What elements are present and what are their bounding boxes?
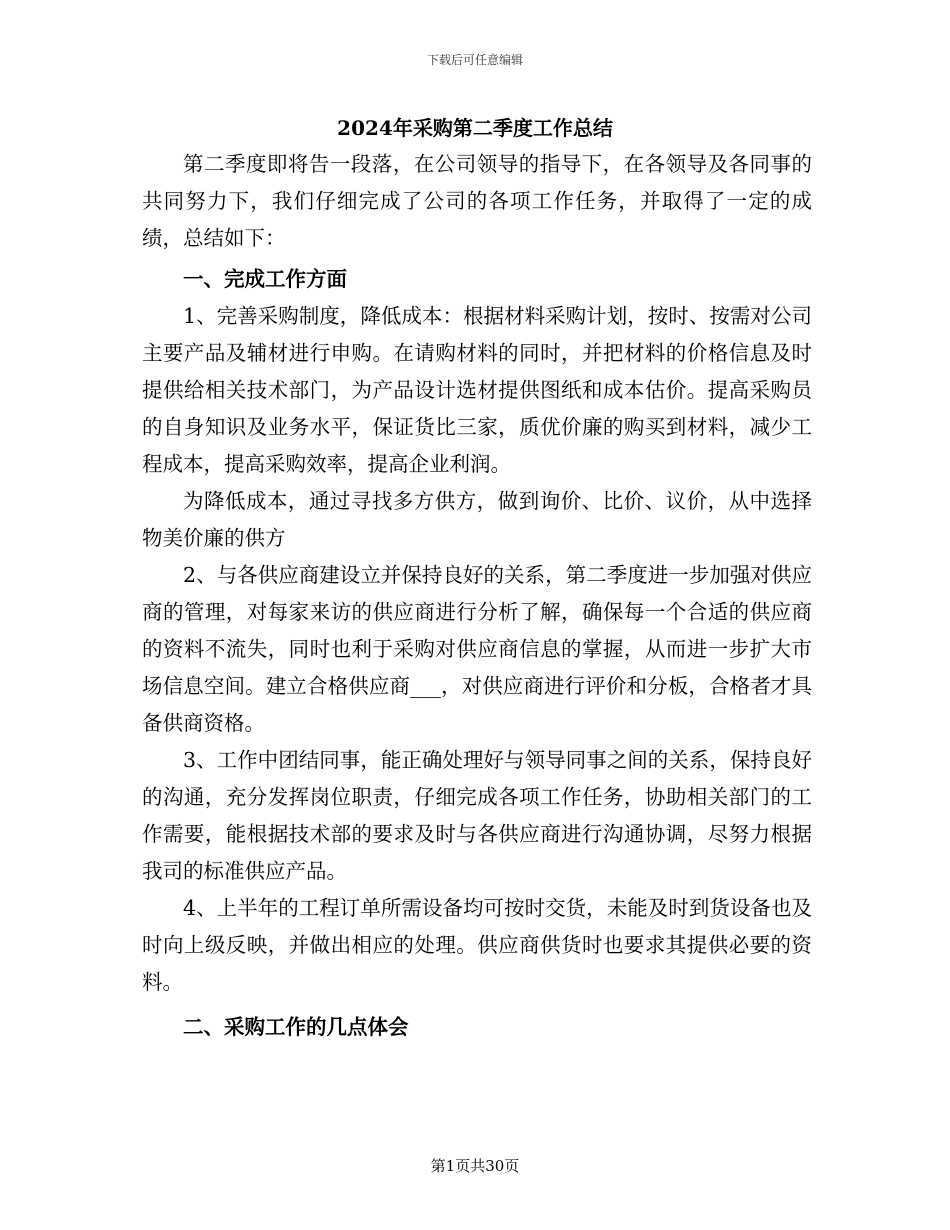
paragraph-item-2: 2、与各供应商建设立并保持良好的关系，第二季度进一步加强对供应商的管理，对每家来访的供应商进行分析了解，确保每一个合适的供应商的资料不流失，同时也利于采购对供应商信息的掌握，从而进一步扩大市场信息空间。建立合格供应商___，对供应商进行评价和分板，合格者才具备供商资格。 <box>142 563 812 735</box>
paragraph-item-4: 4、上半年的工程订单所需设备均可按时交货，未能及时到货设备也及时向上级反映，并做出相应的处理。供应商供货时也要求其提供必要的资料。 <box>142 896 812 994</box>
document-body <box>142 146 812 1046</box>
section-heading-completed-work: 一、完成工作方面 <box>183 267 347 291</box>
paragraph-item-1-extra: 为降低成本，通过寻找多方供方，做到询价、比价、议价，从中选择物美价廉的供方 <box>142 489 812 550</box>
paragraph-item-3: 3、工作中团结同事，能正确处理好与领导同事之间的关系，保持良好的沟通，充分发挥岗位职责，仔细完成各项工作任务，协助相关部门的工作需要，能根据技术部的要求及时与各供应商进行沟通协调，尽努力根据我司的标准供应产品。 <box>142 748 812 883</box>
document-title: 2024年采购第二季度工作总结 <box>337 116 613 140</box>
page-number-footer: 第1页共30页 <box>430 1157 520 1175</box>
paragraph-item-1: 1、完善采购制度，降低成本：根据材料采购计划，按时、按需对公司主要产品及辅材进行申购。在请购材料的同时，并把材料的价格信息及时提供给相关技术部门，为产品设计选材提供图纸和成本估价。提高采购员的自身知识及业务水平，保证货比三家，质优价廉的购买到材料，减少工程成本，提高采购效率，提高企业利润。 <box>142 304 812 476</box>
intro-paragraph: 第二季度即将告一段落，在公司领导的指导下，在各领导及各同事的共同努力下，我们仔细完成了公司的各项工作任务，并取得了一定的成绩，总结如下： <box>142 152 812 250</box>
section-heading-experience: 二、采购工作的几点体会 <box>183 1015 409 1039</box>
page-header-note: 下载后可任意编辑 <box>426 53 523 67</box>
